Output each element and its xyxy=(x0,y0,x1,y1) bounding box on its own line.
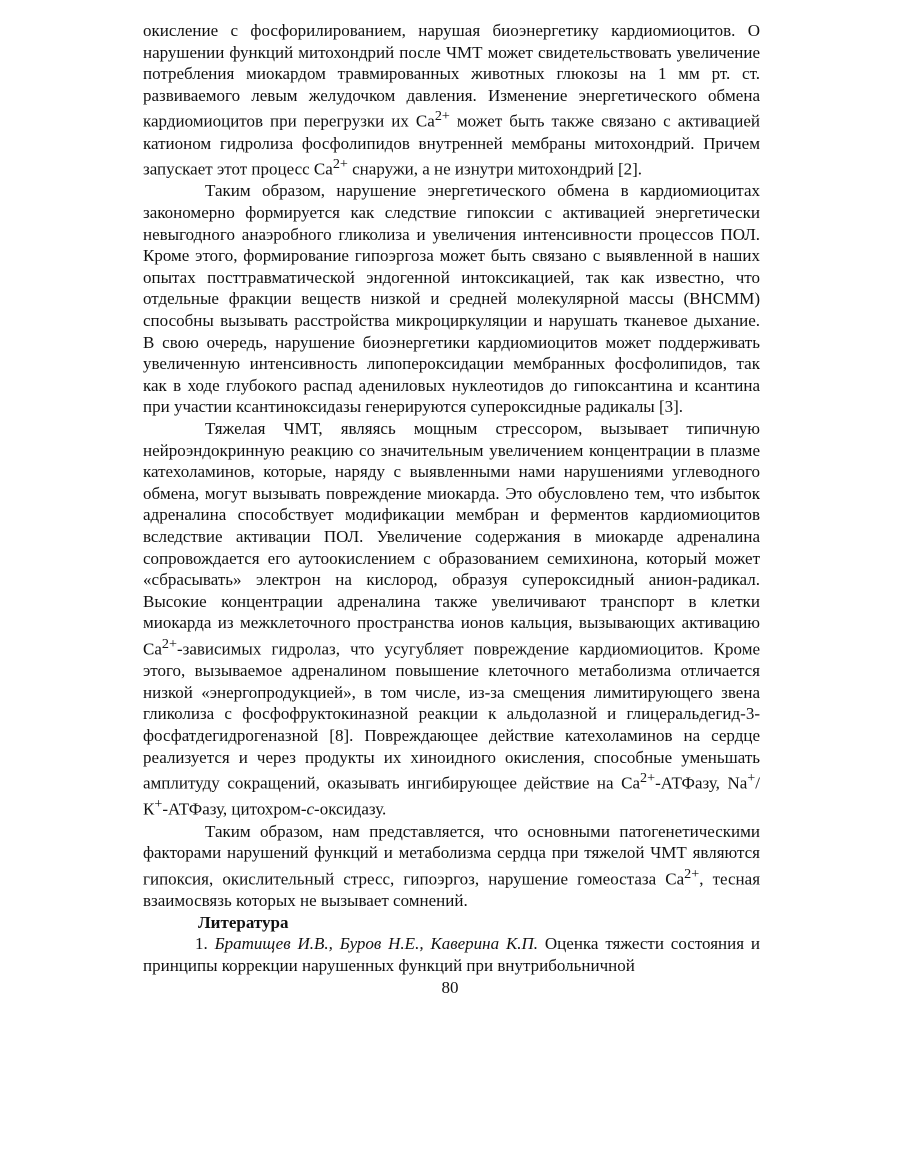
paragraph-4: Таким образом, нам представляется, что основными патогенетическими факторами нарушений функций и метаболизма сердца при тяжелой ЧМТ являются гипоксия, окислительный стресс, гипоэргоз, нарушение гомеостаза $Са^{2+}$, тесная взаимосвязь которых не вызывает сомнений. xyxy=(143,821,761,911)
body-text xyxy=(143,20,760,976)
page-number: 80 xyxy=(441,978,459,997)
reference-item-1: 1. Братищев И.В., Буров Н.Е., Каверина К.П. Оценка тяжести состояния и принципы коррекции нарушенных функций при внутрибольничной xyxy=(143,934,760,975)
paragraph-3: Тяжелая ЧМТ, являясь мощным стрессором, вызывает типичную нейроэндокринную реакцию со значительным увеличением концентрации в плазме катехоламинов, которые, наряду с выявленными нами нарушениями углеводного обмена, могут вызывать повреждение миокарда. Это обусловлено тем, что избыток адреналина способствует модификации мембран и ферментов кардиомиоцитов вследствие активации ПОЛ. Увеличение содержания в миокарде адреналина сопровождается его аутоокислением с образованием семихинона, который может «сбрасывать» электрон на кислород, образуя супероксидный анион-радикал. Высокие концентрации адреналина также увеличивают транспорт в клетки миокарда из межклеточного пространства ионов кальция, вызывающих активацию $Са^{2+}$-зависимых гидролаз, что усугубляет повреждение кардиомиоцитов. Кроме этого, вызываемое адреналином повышение клеточного метаболизма отличается низкой «энергопродукцией», в том числе, из-за смещения лимитирующего звена гликолиза с фосфофруктокиназной реакции к альдолазной и глицеральдегид-3-фосфатдегидрогеназной [8]. Повреждающее действие катехоламинов на сердце реализуется и через продукты их хиноидного окисления, способные уменьшать амплитуду сокращений, оказывать ингибирующее действие на $Са^{2+}$-АТФазу, Na+/К+-АТФазу, цитохром-с-оксидазу. xyxy=(143,419,760,820)
paragraph-1: окисление с фосфорилированием, нарушая биоэнергетику кардиомиоцитов. О нарушении функций митохондрий после ЧМТ может свидетельствовать увеличение потребления миокардом травмированных животных глюкозы на 1 мм рт. ст. развиваемого левым желудочком давления. Изменение энергетического обмена кардиомиоцитов при перегрузки их $Са^{2+}$ может быть также связано с активацией катионом гидролиза фосфолипидов внутренней мембраны митохондрий. Причем запускает этот процесс $Са^{2+}$ снаружи, а не изнутри митохондрий [2]. xyxy=(143,21,760,179)
paragraph-2: Таким образом, нарушение энергетического обмена в кардиомиоцитах закономерно формируется как следствие гипоксии с активацией энергетически невыгодного анаэробного гликолиза и увеличения интенсивности процессов ПОЛ. Кроме этого, формирование гипоэргоза может быть связано с выявленной в наших опытах посттравматической эндогенной интоксикацией, так как известно, что отдельные фракции веществ низкой и средней молекулярной массы (ВНСММ) способны вызывать расстройства микроциркуляции и нарушать тканевое дыхание. В свою очередь, нарушение биоэнергетики кардиомиоцитов может поддерживать увеличенную интенсивность липопероксидации мембранных фосфолипидов, так как в ходе глубокого распад адениловых нуклеотидов до гипоксантина и ксантина при участии ксантиноксидазы генерируются супероксидные радикалы [3]. xyxy=(143,181,760,417)
literature-heading: Литература xyxy=(198,912,289,932)
